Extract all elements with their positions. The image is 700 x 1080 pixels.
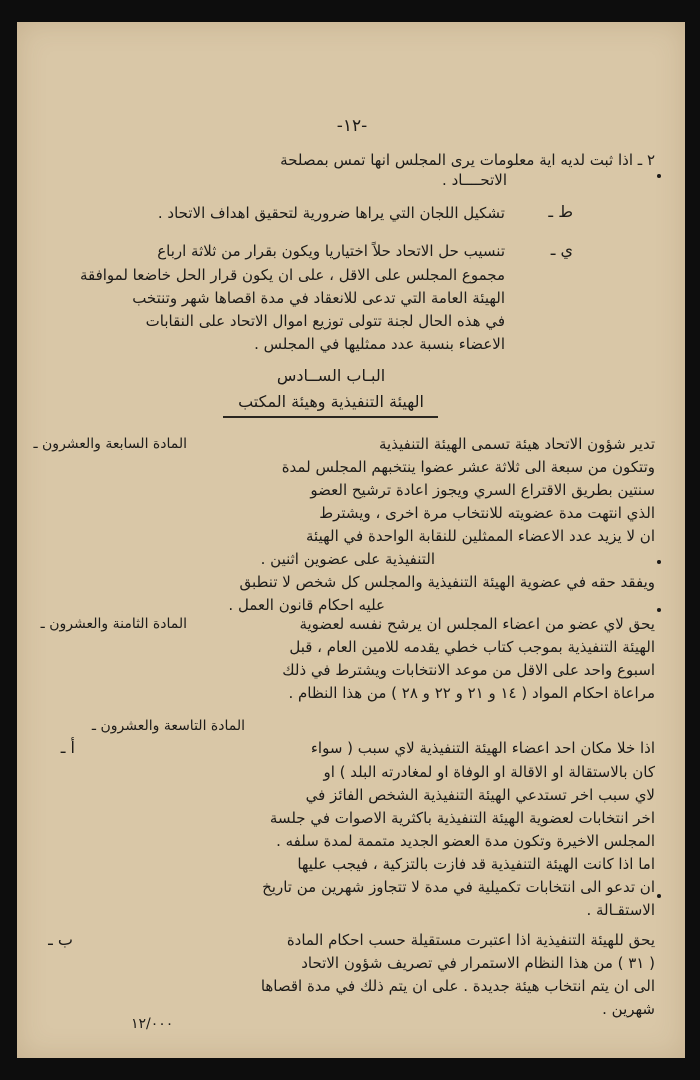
item-ya-line-5: الاعضاء بنسبة عدد ممثليها في المجلس .	[254, 335, 505, 353]
item-ya-line-3: الهيئة العامة التي تدعى للانعقاد في مدة اقصاها شهر وتنتخب	[132, 289, 505, 307]
article-29-a-line-4: اخر انتخابات لعضوية الهيئة التنفيذية باكثرية الاصوات في جلسة	[269, 809, 655, 827]
article-27-line-5: ان لا يزيد عدد الاعضاء الممثلين للنقابة الواحدة في الهيئة	[306, 527, 655, 545]
article-29-b-line-2: ( ٣١ ) من هذا النظام الاستمرار في تصريف شؤون الاتحاد	[301, 954, 655, 972]
item-ta-line: تشكيل اللجان التي يراها ضرورية لتحقيق اهداف الاتحاد .	[157, 204, 505, 222]
binding-mark	[657, 560, 661, 564]
item-ya-line-4: في هذه الحال لجنة تتولى توزيع اموال الاتحاد على النقابات	[145, 312, 505, 330]
item-2-line-2: الاتحــــاد .	[442, 171, 507, 189]
article-29-a-line-7: ان تدعو الى انتخابات تكميلية في مدة لا تتجاوز شهرين من تاريخ	[262, 878, 655, 896]
article-27-line-3: سنتين بطريق الاقتراع السري ويجوز اعادة ترشيح العضو	[310, 481, 655, 499]
item-2-line-1: ٢ ـ اذا ثبت لديه اية معلومات يرى المجلس انها تمس بمصلحة	[280, 151, 655, 169]
article-29-a-line-1: اذا خلا مكان احد اعضاء الهيئة التنفيذية لاي سبب ( سواء	[310, 739, 655, 757]
article-29-a-marker: أ ـ	[60, 738, 75, 757]
binding-mark	[657, 174, 661, 178]
article-29-a-line-3: لاي سبب اخر تستدعي الهيئة التنفيذية الشخص الفائز في	[305, 786, 655, 804]
article-29-b-line-1: يحق للهيئة التنفيذية اذا اعتبرت مستقيلة حسب احكام المادة	[286, 931, 655, 949]
article-28-line-3: اسبوع واحد على الاقل من موعد الانتخابات ويشترط في ذلك	[282, 661, 655, 679]
article-29-a-line-6: اما اذا كانت الهيئة التنفيذية قد فازت بالتزكية ، فيجب عليها	[297, 855, 655, 873]
article-27-line-8: عليه احكام قانون العمل .	[228, 596, 385, 614]
article-27-line-4: الذي انتهت مدة عضويته للانتخاب مرة اخرى ، ويشترط	[319, 504, 655, 522]
section-underline	[223, 416, 438, 418]
article-29-b-marker: ب ـ	[48, 930, 73, 949]
article-29-a-line-5: المجلس الاخيرة وتكون مدة العضو الجديد متممة لمدة سلفه .	[276, 832, 655, 850]
article-29-a-line-8: الاستقـالة .	[586, 901, 655, 919]
article-28-line-4: مراعاة احكام المواد ( ١٤ و ٢١ و ٢٢ و ٢٨ ) من هذا النظام .	[288, 684, 655, 702]
article-28-line-2: الهيئة التنفيذية بموجب كتاب خطي يقدمه للامين العام ، قبل	[289, 638, 655, 656]
article-27-heading: المادة السابعة والعشرون ـ	[33, 436, 187, 452]
article-28-heading: المادة الثامنة والعشرون ـ	[40, 616, 187, 632]
section-subtitle: الهيئة التنفيذية وهيئة المكتب	[238, 392, 424, 411]
binding-mark	[657, 894, 661, 898]
article-27-line-7: ويفقد حقه في عضوية الهيئة التنفيذية والمجلس كل شخص لا تنطبق	[239, 573, 655, 591]
article-29-b-line-3: الى ان يتم انتخاب هيئة جديدة . على ان يتم ذلك في مدة اقصاها	[260, 977, 655, 995]
article-27-line-6: التنفيذية على عضوين اثنين .	[260, 550, 435, 568]
section-title: البـاب الســادس	[276, 366, 386, 385]
article-28-line-1: يحق لاي عضو من اعضاء المجلس ان يرشح نفسه لعضوية	[299, 615, 655, 633]
article-27-line-2: وتتكون من سبعة الى ثلاثة عشر عضوا ينتخبهم المجلس لمدة	[281, 458, 655, 476]
item-ya-line-2: مجموع المجلس على الاقل ، على ان يكون قرار الحل خاضعا لموافقة	[79, 266, 505, 284]
article-29-b-line-4: شهرين .	[602, 1000, 655, 1018]
item-ta-marker: ط ـ	[548, 202, 573, 221]
article-29-heading: المادة التاسعة والعشرون ـ	[91, 718, 245, 734]
item-ya-marker: ي ـ	[550, 240, 573, 259]
item-ya-line-1: تنسيب حل الاتحاد حلاً اختياريا ويكون بقرار من ثلاثة ارباع	[157, 242, 505, 260]
binding-mark	[657, 608, 661, 612]
page-number: -١٢-	[336, 116, 368, 136]
article-27-line-1: تدير شؤون الاتحاد هيئة تسمى الهيئة التنفيذية	[379, 435, 655, 453]
article-29-a-line-2: كان بالاستقالة او الاقالة او الوفاة او لمغادرته البلد ) او	[323, 763, 655, 781]
footer-code: ١٢/٠٠٠	[131, 1016, 174, 1032]
document-page	[17, 22, 685, 1058]
